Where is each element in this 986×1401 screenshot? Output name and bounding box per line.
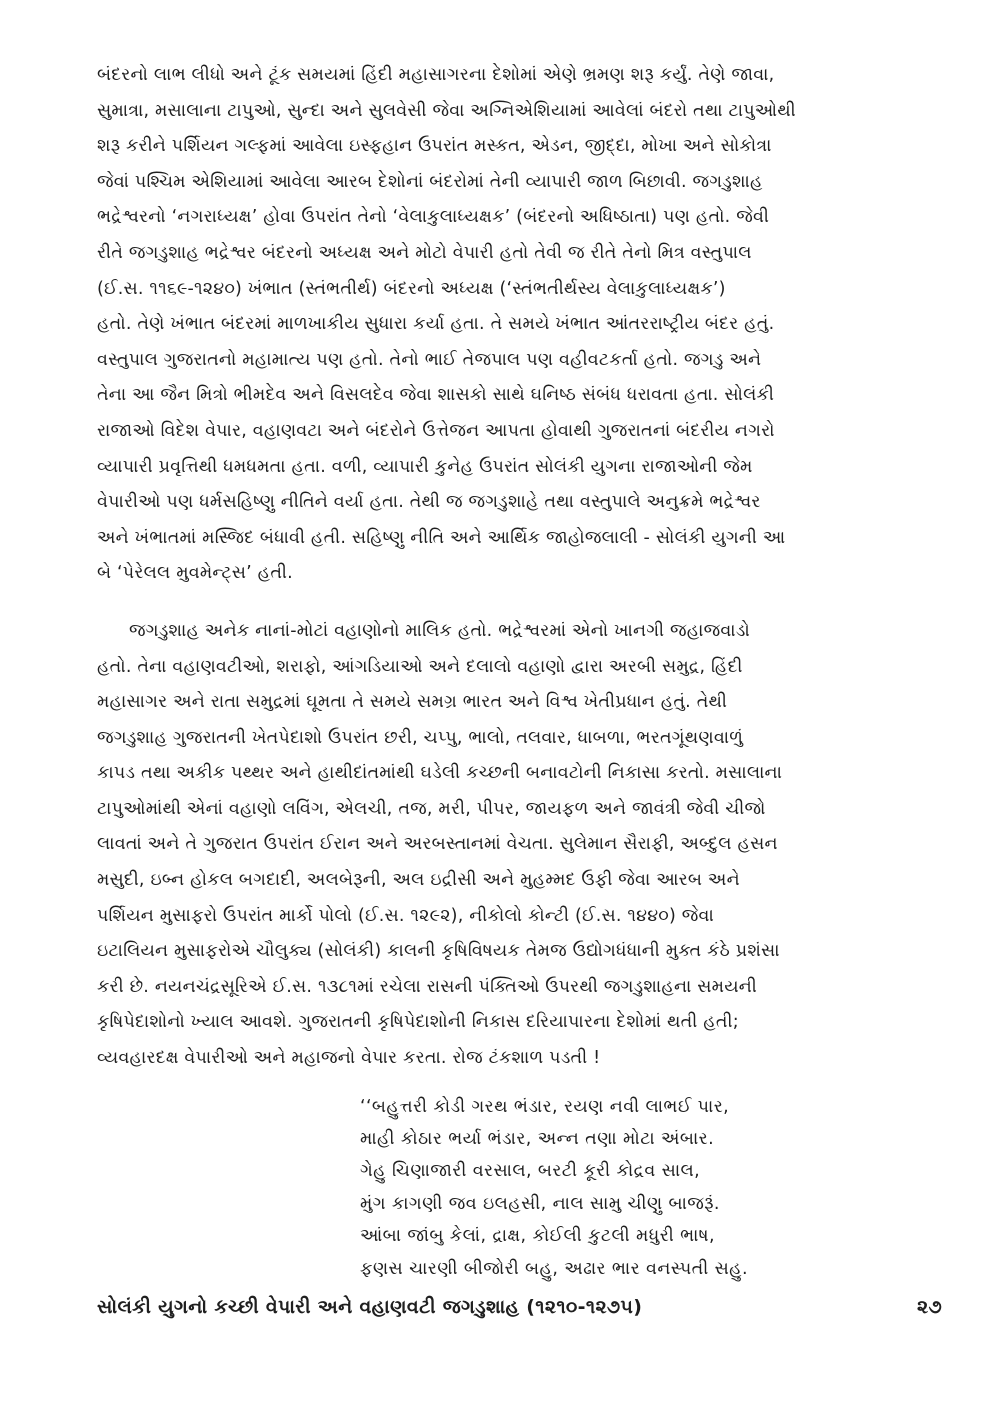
page-number: ૨૭ — [917, 1296, 942, 1318]
text-line: હતો. તેણે ખંભાત બંદરમાં માળખાકીય સુધારા કર્યા હતા. તે સમયે ખંભાત આંતરરાષ્ટ્રીય બંદર હતું. — [97, 314, 775, 335]
verse-line: આંબા જાંબુ કેલાં, દ્રાક્ષ, કોઈલી કુટલી મધુરી ભાષ, — [360, 1226, 715, 1247]
verse-line: ફણસ ચારણી બીજોરી બહુ, અઢાર ભાર વનસ્પતી સહુ. — [360, 1258, 748, 1279]
running-title: સોલંકી યુગનો કચ્છી વેપારી અને વહાણવટી જગડુશાહ (૧૨૧૦-૧૨૭૫) — [97, 1296, 643, 1318]
body-paragraph-2 — [97, 614, 934, 1077]
text-line: કાપડ તથા અકીક પથ્થર અને હાથીદાંતમાંથી ઘડેલી કચ્છની બનાવટોની નિકાસા કરતો. મસાલાના — [97, 763, 783, 784]
text-line: (ઈ.સ. ૧૧૬૯-૧૨૪૦) ખંભાત (સ્તંભતીર્થ) બંદરનો અધ્યક્ષ (‘સ્તંભતીર્થસ્ય વેલાકુલાધ્યક્ષક’) — [97, 278, 726, 299]
text-line: વ્યવહારદક્ષ વેપારીઓ અને મહાજનો વેપાર કરતા. રોજ ટંકશાળ પડતી ! — [97, 1048, 601, 1069]
text-line: વ્યાપારી પ્રવૃત્તિથી ધમધમતા હતા. વળી, વ્યાપારી કુનેહ ઉપરાંત સોલંકી યુગના રાજાઓની જેમ — [97, 456, 753, 477]
text-line: હતો. તેના વહાણવટીઓ, શરાફો, આંગડિયાઓ અને દલાલો વહાણો દ્વારા અરબી સમુદ્ર, હિંદી — [97, 656, 743, 677]
text-line: જેવાં પશ્ચિમ એશિયામાં આવેલા આરબ દેશોનાં બંદરોમાં તેની વ્યાપારી જાળ બિછાવી. જગડુશાહ — [97, 171, 763, 192]
text-line: તેના આ જૈન મિત્રો ભીમદેવ અને વિસલદેવ જેવા શાસકો સાથે ઘનિષ્ઠ સંબંધ ધરાવતા હતા. સોલંકી — [97, 385, 775, 406]
text-line: લાવતાં અને તે ગુજરાત ઉપરાંત ઈરાન અને અરબસ્તાનમાં વેચતા. સુલેમાન સૈરાફી, અબ્દુલ હસન — [97, 834, 778, 855]
text-line: મસુદી, ઇબ્ન હોકલ બગદાદી, અલબેરૂની, અલ ઇદ્રીસી અને મુહમ્મદ ઉફી જેવા આરબ અને — [97, 870, 740, 891]
text-line: રાજાઓ વિદેશ વેપાર, વહાણવટા અને બંદરોને ઉત્તેજન આપતા હોવાથી ગુજરાતનાં બંદરીય નગરો — [97, 420, 775, 441]
text-line: ભદ્રેશ્વરનો ‘નગરાધ્યક્ષ’ હોવા ઉપરાંત તેનો ‘વેલાકુલાધ્યક્ષક’ (બંદરનો અધિષ્ઠાતા) પણ હતો. જેવી — [97, 207, 770, 228]
text-line: કરી છે. નયનચંદ્રસૂરિએ ઈ.સ. ૧૩૮૧માં રચેલા રાસની પંક્તિઓ ઉપરથી જગડુશાહના સમયની — [97, 976, 757, 997]
text-line: બંદરનો લાભ લીધો અને ટૂંક સમયમાં હિંદી મહાસાગરના દેશોમાં એણે ભ્રમણ શરૂ કર્યું. તેણે જાવા, — [97, 65, 775, 85]
verse-line: માહી કોઠાર ભર્યા ભંડાર, અન્ન તણા મોટા અંબાર. — [360, 1129, 715, 1150]
verse-line: મુંગ કાગણી જવ ઇલહસી, નાલ સામુ ચીણુ બાજરૂં. — [360, 1193, 720, 1214]
text-line: કૃષિપેદાશોનો ખ્યાલ આવશે. ગુજરાતની કૃષિપેદાશોની નિકાસ દરિયાપારના દેશોમાં થતી હતી; — [97, 1012, 739, 1033]
verse-quotation — [360, 1091, 934, 1285]
text-line: જગડુશાહ અનેક નાનાં-મોટાં વહાણોનો માલિક હતો. ભદ્રેશ્વરમાં એનો ખાનગી જહાજવાડો — [129, 620, 750, 641]
text-line: બે ‘પેરેલલ મુવમેન્ટ્સ’ હતી. — [97, 563, 293, 584]
page-footer — [97, 1296, 942, 1318]
text-line: અને ખંભાતમાં મસ્જિદ બંધાવી હતી. સહિષ્ણુ નીતિ અને આર્થિક જાહોજલાલી - સોલંકી યુગની આ — [97, 527, 786, 548]
verse-line: ‘‘બહુત્તરી કોડી ગરથ ભંડાર, રયણ નવી લાભઈ પાર, — [360, 1096, 730, 1117]
text-line: જગડુશાહ ગુજરાતની ખેતપેદાશો ઉપરાંત છરી, ચપ્પુ, ભાલો, તલવાર, ધાબળા, ભરતગૂંથણવાળું — [97, 727, 744, 748]
text-line: વસ્તુપાલ ગુજરાતનો મહામાત્ય પણ હતો. તેનો ભાઈ તેજપાલ પણ વહીવટકર્તા હતો. જગડુ અને — [97, 349, 762, 370]
text-line: ઇટાલિયન મુસાફરોએ ચૌલુક્ય (સોલંકી) કાલની કૃષિવિષયક તેમજ ઉદ્યોગધંધાની મુક્ત કંઠે પ્રશંસા — [97, 941, 780, 962]
text-line: મહાસાગર અને રાતા સમુદ્રમાં ઘૂમતા તે સમયે સમગ્ર ભારત અને વિશ્વ ખેતીપ્રધાન હતું. તેથી — [97, 692, 728, 713]
text-line: વેપારીઓ પણ ધર્મસહિષ્ણુ નીતિને વર્યા હતા. તેથી જ જગડુશાહે તથા વસ્તુપાલે અનુક્રમે ભદ્રેશ્વર — [97, 492, 761, 513]
text-line: પર્શિયન મુસાફરો ઉપરાંત માર્કો પોલો (ઈ.સ. ૧૨૯૨), નીકોલો કોન્ટી (ઈ.સ. ૧૪૪૦) જેવા — [97, 905, 714, 926]
text-line: શરૂ કરીને પર્શિયન ગલ્ફમાં આવેલા ઇસ્ફહાન ઉપરાંત મસ્કત, એડન, જીદ્દા, મોખા અને સોકોત્રા — [97, 136, 772, 157]
body-paragraph-1 — [97, 58, 934, 592]
verse-line: ગેહુ ચિણાજારી વરસાલ, બરટી કૂરી કોદ્રવ સાલ, — [360, 1161, 701, 1182]
text-line: સુમાત્રા, મસાલાના ટાપુઓ, સુન્દા અને સુલવેસી જેવા અગ્નિએશિયામાં આવેલાં બંદરો તથા ટાપુઓથી — [97, 100, 796, 121]
text-line: રીતે જગડુશાહ ભદ્રેશ્વર બંદરનો અધ્યક્ષ અને મોટો વેપારી હતો તેવી જ રીતે તેનો મિત્ર વસ્તુપાલ — [97, 242, 752, 263]
text-line: ટાપુઓમાંથી એનાં વહાણો લવિંગ, એલચી, તજ, મરી, પીપર, જાયફળ અને જાવંત્રી જેવી ચીજો — [97, 798, 766, 819]
